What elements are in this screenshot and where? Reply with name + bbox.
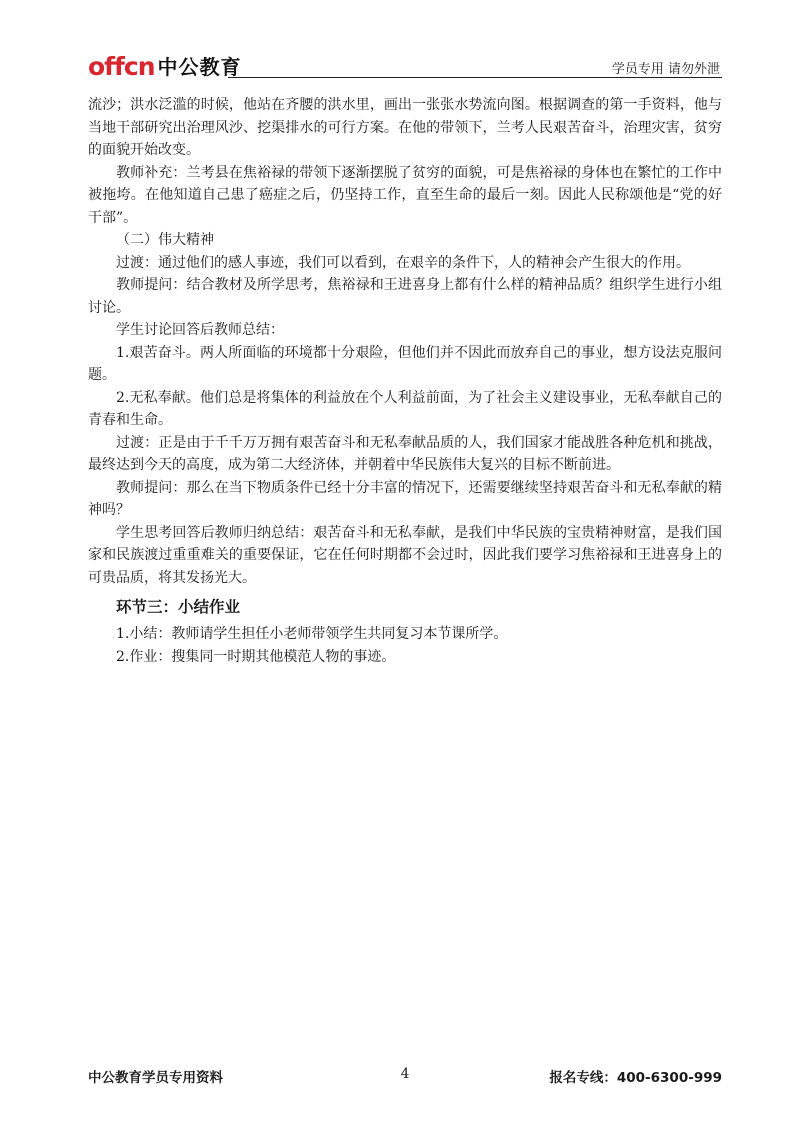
section-title: 环节三：小结作业: [116, 598, 241, 616]
subsection-heading: （二）伟大精神: [116, 232, 214, 248]
paragraph: 过渡：通过他们的感人事迹，我们可以看到，在艰辛的条件下，人的精神会产生很大的作用。: [116, 254, 690, 271]
page-header: [88, 50, 722, 80]
registration-hotline: 报名专线：400-6300-999: [549, 1070, 722, 1086]
header-divider: [228, 77, 722, 78]
paragraph: 教师提问：那么在当下物质条件已经十分丰富的情况下，还需要继续坚持艰苦奋斗和无私奉献的精神吗？: [88, 479, 722, 518]
offcn-logo: [88, 50, 242, 80]
paragraph: 教师提问：结合教材及所学思考，焦裕禄和王进喜身上都有什么样的精神品质？组织学生进行小组讨论。: [88, 277, 722, 316]
page-footer: [88, 1066, 722, 1086]
lesson-body: [88, 94, 722, 668]
list-item: 1.小结：教师请学生担任小老师带领学生共同复习本节课所学。: [116, 626, 508, 642]
paragraph: 学生思考回答后教师归纳总结：艰苦奋斗和无私奉献，是我们中华民族的宝贵精神财富，是我们国家和民族渡过重重难关的重要保证，它在任何时期都不会过时，因此我们要学习焦裕禄和王进喜身上的可贵品质，将其发扬光大。: [88, 524, 722, 586]
paragraph: 学生讨论回答后教师总结：: [116, 322, 284, 338]
paragraph: 过渡：正是由于千千万万拥有艰苦奋斗和无私奉献品质的人，我们国家才能战胜各种危机和挑战，最终达到今天的高度，成为第二大经济体，并朝着中华民族伟大复兴的目标不断前进。: [88, 434, 722, 473]
page-number: 4: [400, 1066, 410, 1082]
footer-label: 中公教育学员专用资料: [88, 1070, 223, 1086]
paragraph: 教师补充：兰考县在焦裕禄的带领下逐渐摆脱了贫穷的面貌，可是焦裕禄的身体也在繁忙的工作中被拖垮。在他知道自己患了癌症之后，仍坚持工作，直至生命的最后一刻。因此人民称颂他是“党的好干部”。: [88, 164, 722, 226]
list-item: 2.无私奉献。他们总是将集体的利益放在个人利益前面，为了社会主义建设事业，无私奉献自己的青春和生命。: [88, 389, 722, 428]
logo-mark: offcn: [88, 52, 155, 81]
confidential-note: 学员专用 请勿外泄: [611, 62, 720, 77]
logo-text: 中公教育: [157, 55, 242, 79]
list-item: 2.作业：搜集同一时期其他模范人物的事迹。: [116, 648, 396, 665]
list-item: 1.艰苦奋斗。两人所面临的环境都十分艰险，但他们并不因此而放弃自己的事业，想方设法克服问题。: [88, 344, 722, 383]
paragraph: 流沙；洪水泛滥的时候，他站在齐腰的洪水里，画出一张张水势流向图。根据调查的第一手资料，他与当地干部研究出治理风沙、挖渠排水的可行方案。在他的带领下，兰考人民艰苦奋斗，治理灾害，贫穷的面貌开始改变。: [88, 97, 722, 158]
